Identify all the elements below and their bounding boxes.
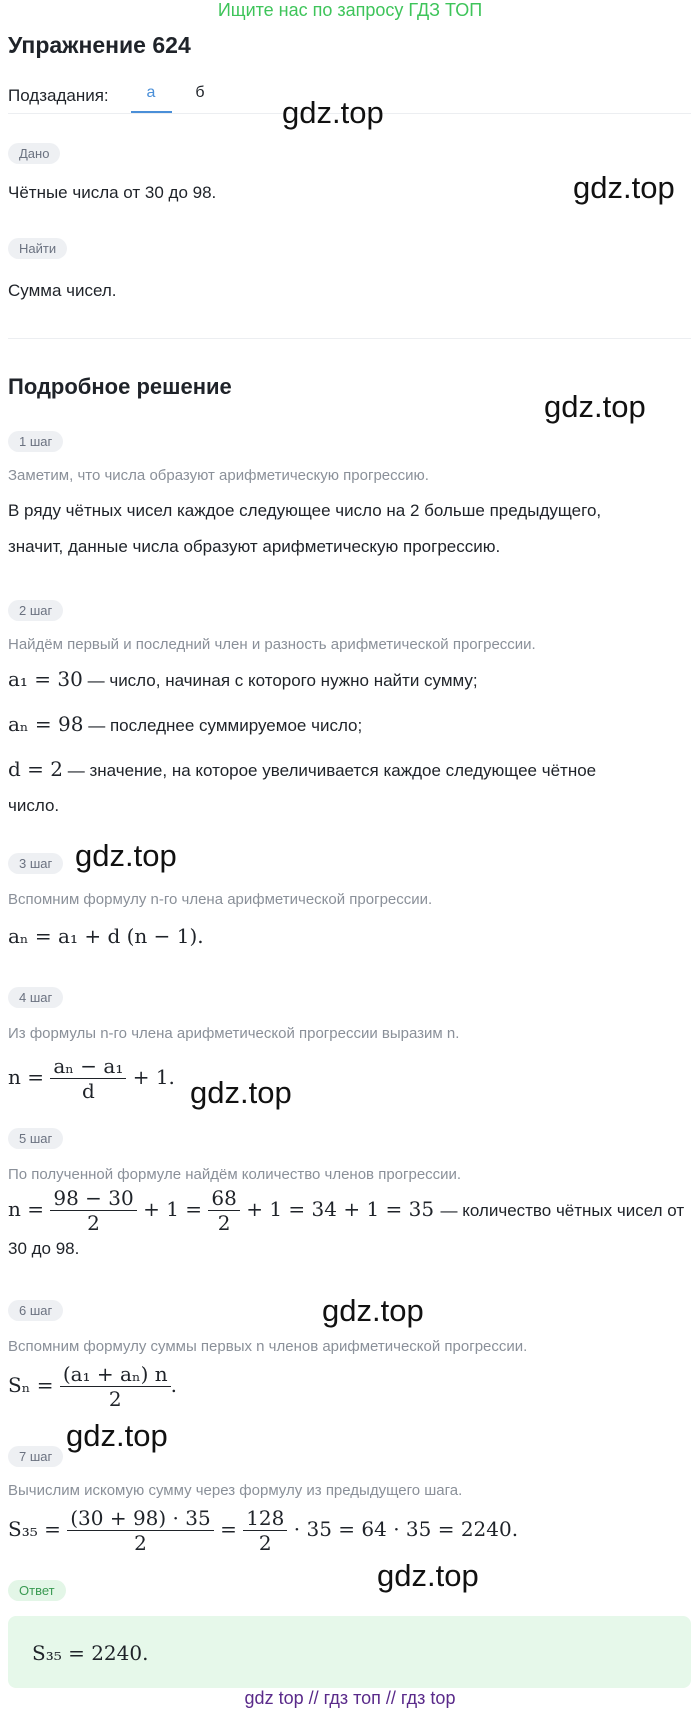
step-hint: Из формулы n-го члена арифметической прогрессии выразим n. xyxy=(8,1025,460,1042)
tab-subtask-b[interactable]: б xyxy=(195,84,205,101)
footer-links[interactable]: gdz top // гдз топ // гдз top xyxy=(244,1688,456,1708)
step-badge: 6 шаг xyxy=(8,1300,63,1321)
answer-box xyxy=(8,1616,691,1688)
watermark: gdz.top xyxy=(544,389,646,424)
find-text: Сумма чисел. xyxy=(8,281,117,300)
step-text: 30 до 98. xyxy=(8,1239,80,1258)
formula: S₃₅ = $\frac{(30 + 98) \cdot 35}{2}$ = $\frac{128}{2}$ · 35 = 64 · 35 = 2240. xyxy=(8,1506,519,1555)
watermark: gdz.top xyxy=(573,170,675,205)
step-text: — последнее суммируемое число; xyxy=(88,716,363,735)
watermark: gdz.top xyxy=(377,1558,479,1593)
watermark: gdz.top xyxy=(75,838,177,873)
step-text: число. xyxy=(8,796,60,815)
step-badge: 2 шаг xyxy=(8,600,63,621)
step-hint: По полученной формуле найдём количество членов прогрессии. xyxy=(8,1166,462,1183)
step-badge: 4 шаг xyxy=(8,987,63,1008)
step-text: В ряду чётных чисел каждое следующее число на 2 больше предыдущего, xyxy=(8,501,602,520)
page-title: Упражнение 624 xyxy=(8,32,191,58)
step-badge: 5 шаг xyxy=(8,1128,63,1149)
formula: aₙ = a₁ + d (n − 1). xyxy=(8,924,204,948)
step-hint: Вспомним формулу n-го члена арифметической прогрессии. xyxy=(8,891,433,908)
step-badge: 3 шаг xyxy=(8,853,63,874)
answer-badge: Ответ xyxy=(8,1580,66,1601)
watermark: gdz.top xyxy=(322,1293,424,1328)
step-hint: Найдём первый и последний член и разность арифметической прогрессии. xyxy=(8,636,536,653)
answer-value: S₃₅ = 2240. xyxy=(32,1641,149,1665)
tab-subtask-a[interactable]: а xyxy=(146,84,156,101)
step-hint: Заметим, что числа образуют арифметическую прогрессию. xyxy=(8,467,429,484)
watermark: gdz.top xyxy=(190,1075,292,1110)
formula: d = 2 xyxy=(8,757,63,781)
solution-title: Подробное решение xyxy=(8,374,232,399)
step-text: — значение, на которое увеличивается каждое следующее чётное xyxy=(67,761,597,780)
search-banner: Ищите нас по запросу ГДЗ ТОП xyxy=(217,0,483,20)
find-badge: Найти xyxy=(8,238,67,259)
given-text: Чётные числа от 30 до 98. xyxy=(8,183,217,202)
step-hint: Вычислим искомую сумму через формулу из предыдущего шага. xyxy=(8,1482,463,1499)
subtasks-label: Подзадания: xyxy=(8,86,109,105)
formula: Sₙ = $\frac{\text{(a₁ + aₙ) n}}{2}$ . xyxy=(8,1362,178,1411)
formula: n = $\frac{98 - 30}{2}$ + 1 = $\frac{68}{2}$ + 1 = 34 + 1 = 35 — количество чётных чисел от xyxy=(8,1186,685,1235)
watermark: gdz.top xyxy=(66,1418,168,1453)
step-text: значит, данные числа образуют арифметическую прогрессию. xyxy=(8,537,501,556)
step-text: — число, начиная с которого нужно найти сумму; xyxy=(87,671,478,690)
formula: aₙ = 98 xyxy=(8,712,84,736)
step-hint: Вспомним формулу суммы первых n членов арифметической прогрессии. xyxy=(8,1338,528,1355)
given-badge: Дано xyxy=(8,143,60,164)
watermark: gdz.top xyxy=(282,95,384,130)
step-badge: 7 шаг xyxy=(8,1446,63,1467)
formula: a₁ = 30 xyxy=(8,667,83,691)
formula: n = $\frac{\text{aₙ − a₁}}{d}$ + 1. xyxy=(8,1054,175,1103)
section-divider xyxy=(8,338,691,339)
step-badge: 1 шаг xyxy=(8,431,63,452)
